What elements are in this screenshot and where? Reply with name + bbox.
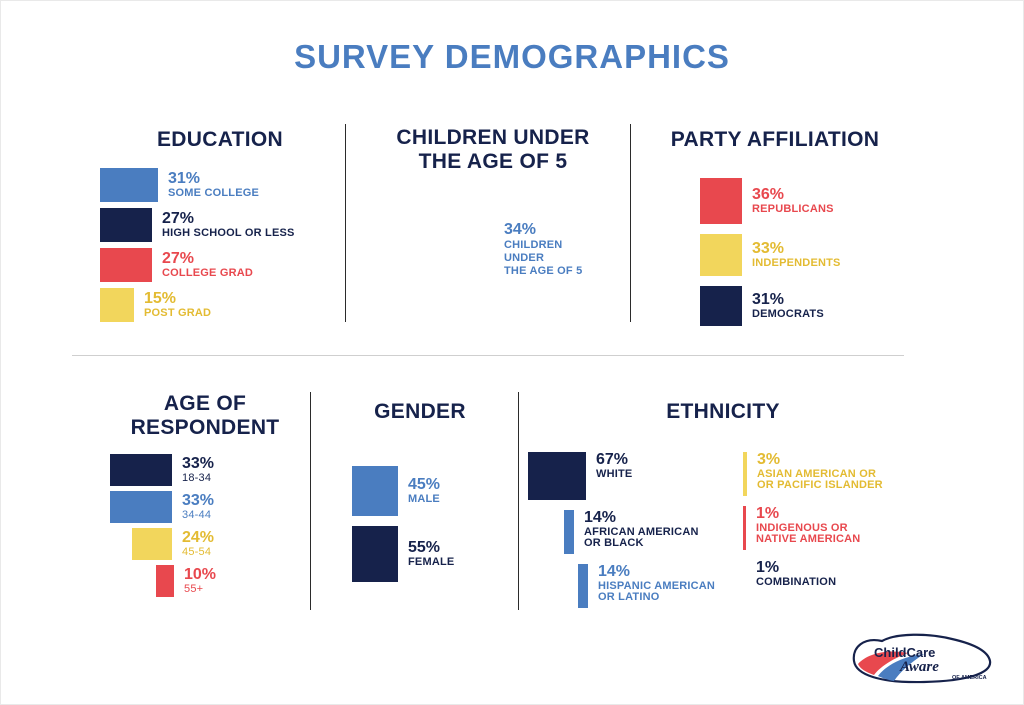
bar-segment-children-under-5 bbox=[448, 218, 494, 280]
section-age-of-respondent bbox=[100, 392, 310, 603]
bar-caption-line1: COMBINATION bbox=[756, 575, 837, 588]
section-party-affiliation bbox=[650, 128, 900, 332]
section-title-gender: GENDER bbox=[374, 400, 466, 423]
bar-caption-line1: AFRICAN AMERICAN bbox=[584, 525, 699, 538]
bar-combination bbox=[743, 560, 746, 604]
bar-row bbox=[132, 528, 310, 560]
bar-labels bbox=[756, 560, 836, 604]
bar-labels bbox=[182, 493, 214, 521]
bar-row bbox=[352, 526, 510, 582]
bar-row bbox=[110, 491, 310, 523]
section-ethnicity bbox=[528, 400, 918, 618]
section-title-children-line2: THE AGE OF 5 bbox=[418, 150, 568, 174]
bar-caption-line2: UNDER bbox=[504, 252, 545, 265]
bar-labels bbox=[757, 452, 883, 496]
bar-row bbox=[100, 168, 340, 202]
bar-republicans bbox=[700, 178, 742, 224]
bar-caption: POST GRAD bbox=[144, 306, 212, 319]
bar-value: 15% bbox=[144, 289, 177, 307]
bar-value: 36% bbox=[752, 185, 785, 203]
bar-caption-line2: OR BLACK bbox=[584, 537, 644, 550]
bar-high-school-or-less bbox=[100, 208, 152, 242]
bar-value: 1% bbox=[756, 559, 780, 577]
logo-text-line2: Aware bbox=[900, 659, 939, 675]
bar-caption: REPUBLICANS bbox=[752, 202, 834, 215]
bar-caption-line3: THE AGE OF 5 bbox=[504, 265, 583, 278]
bar-some-college bbox=[100, 168, 158, 202]
section-education bbox=[100, 128, 340, 328]
bar-caption-line2: OR LATINO bbox=[598, 591, 660, 604]
ethnicity-columns bbox=[528, 452, 918, 618]
bar-caption-line2: NATIVE AMERICAN bbox=[756, 533, 861, 546]
section-title-age bbox=[100, 392, 310, 440]
bar-row bbox=[528, 452, 743, 500]
bar-caption: SOME COLLEGE bbox=[168, 186, 260, 199]
bar-caption-line1: HISPANIC AMERICAN bbox=[598, 579, 716, 592]
bar-caption: HIGH SCHOOL OR LESS bbox=[162, 226, 295, 239]
bar-labels bbox=[756, 506, 860, 550]
bar-labels bbox=[144, 291, 211, 319]
bar-value: 27% bbox=[162, 209, 195, 227]
bar-labels bbox=[752, 292, 824, 320]
bar-value: 45% bbox=[408, 475, 441, 493]
bar-row bbox=[352, 466, 510, 516]
divider-children-party bbox=[630, 124, 631, 322]
section-title-age-line1: AGE OF bbox=[163, 392, 247, 415]
bar-value: 14% bbox=[584, 509, 617, 527]
bar-age-55-plus bbox=[156, 565, 174, 597]
bar-male bbox=[352, 466, 398, 516]
bar-value: 24% bbox=[182, 529, 215, 547]
bar-row bbox=[578, 564, 743, 608]
bar-caption: COLLEGE GRAD bbox=[162, 266, 254, 279]
bar-caption: 55+ bbox=[184, 582, 204, 595]
bar-row bbox=[743, 560, 918, 604]
bar-labels bbox=[408, 477, 440, 505]
ethnicity-column-right bbox=[743, 452, 918, 618]
section-gender bbox=[330, 400, 510, 588]
divider-age-gender bbox=[310, 392, 311, 610]
bar-row bbox=[700, 234, 900, 276]
bar-independents bbox=[700, 234, 742, 276]
logo-text-line1: ChildCare bbox=[874, 645, 936, 660]
section-title-age-line2: RESPONDENT bbox=[130, 416, 280, 440]
bar-labels bbox=[596, 452, 632, 500]
ethnicity-column-left bbox=[528, 452, 743, 618]
bar-value: 33% bbox=[752, 239, 785, 257]
section-title-children-line1: CHILDREN UNDER bbox=[396, 126, 590, 149]
bar-row bbox=[564, 510, 743, 554]
bar-democrats bbox=[700, 286, 742, 326]
bar-hispanic-american-or-latino bbox=[578, 564, 588, 608]
bar-value: 34% bbox=[504, 220, 537, 238]
bar-indigenous-or-native-american bbox=[743, 506, 746, 550]
bar-value: 33% bbox=[182, 455, 215, 473]
divider-rows bbox=[72, 355, 904, 356]
bar-college-grad bbox=[100, 248, 152, 282]
bar-african-american-or-black bbox=[564, 510, 574, 554]
bar-caption-line1: WHITE bbox=[596, 467, 633, 480]
bar-row bbox=[100, 248, 340, 282]
divider-gender-ethnicity bbox=[518, 392, 519, 610]
logo-childcare-aware-of-america bbox=[848, 631, 998, 687]
bar-caption-line1: ASIAN AMERICAN OR bbox=[757, 467, 877, 480]
bar-row bbox=[100, 208, 340, 242]
bar-row bbox=[700, 286, 900, 326]
bar-labels bbox=[752, 187, 834, 215]
bar-caption-line1: INDIGENOUS OR bbox=[756, 521, 848, 534]
page-title: SURVEY DEMOGRAPHICS bbox=[294, 38, 730, 75]
bar-row bbox=[156, 565, 310, 597]
divider-education-children bbox=[345, 124, 346, 322]
section-children-under-5 bbox=[358, 126, 628, 280]
bar-labels bbox=[752, 241, 841, 269]
bar-labels bbox=[168, 171, 259, 199]
section-title-party: PARTY AFFILIATION bbox=[670, 128, 880, 151]
bar-value: 10% bbox=[184, 566, 217, 584]
bar-value: 55% bbox=[408, 538, 441, 556]
bar-labels bbox=[182, 530, 214, 558]
bar-value: 1% bbox=[756, 505, 780, 523]
bar-row bbox=[110, 454, 310, 486]
bar-post-grad bbox=[100, 288, 134, 322]
bar-row bbox=[100, 288, 340, 322]
bar-caption: FEMALE bbox=[408, 555, 455, 568]
section-title-education: EDUCATION bbox=[157, 128, 283, 151]
bar-value: 31% bbox=[752, 290, 785, 308]
logo-text-line3: OF AMERICA bbox=[952, 675, 987, 681]
bar-caption: 18-34 bbox=[182, 471, 212, 484]
bar-caption-line2: OR PACIFIC ISLANDER bbox=[757, 479, 883, 492]
bar-row bbox=[700, 178, 900, 224]
bar-caption: 45-54 bbox=[182, 545, 212, 558]
bar-row bbox=[743, 452, 918, 496]
bar-value: 14% bbox=[598, 563, 631, 581]
bar-age-45-54 bbox=[132, 528, 172, 560]
bar-labels bbox=[162, 251, 253, 279]
bar-caption: 34-44 bbox=[182, 508, 212, 521]
bar-caption: DEMOCRATS bbox=[752, 307, 824, 320]
bar-caption: MALE bbox=[408, 492, 440, 505]
bar-segment-no-children bbox=[358, 218, 448, 280]
bar-caption: INDEPENDENTS bbox=[752, 256, 841, 269]
section-title-children bbox=[358, 126, 628, 174]
logo-icon bbox=[848, 631, 998, 687]
bar-value: 33% bbox=[182, 492, 215, 510]
bar-row bbox=[743, 506, 918, 550]
bar-white bbox=[528, 452, 586, 500]
bar-female bbox=[352, 526, 398, 582]
bar-labels bbox=[182, 456, 214, 484]
bar-labels bbox=[584, 510, 699, 554]
bar-age-18-34 bbox=[110, 454, 172, 486]
bar-value: 3% bbox=[757, 451, 781, 469]
bar-labels bbox=[162, 211, 295, 239]
section-title-ethnicity: ETHNICITY bbox=[666, 400, 780, 423]
bar-asian-american-or-pacific-islander bbox=[743, 452, 747, 496]
bar-labels bbox=[184, 567, 216, 595]
bar-labels bbox=[598, 564, 715, 608]
bar-labels bbox=[504, 220, 582, 279]
bar-caption-line1: CHILDREN bbox=[504, 239, 563, 252]
bar-age-34-44 bbox=[110, 491, 172, 523]
bar-value: 27% bbox=[162, 249, 195, 267]
bar-value: 31% bbox=[168, 169, 201, 187]
stacked-bar-children bbox=[358, 218, 628, 280]
bar-labels bbox=[408, 540, 454, 568]
bar-value: 67% bbox=[596, 451, 629, 469]
